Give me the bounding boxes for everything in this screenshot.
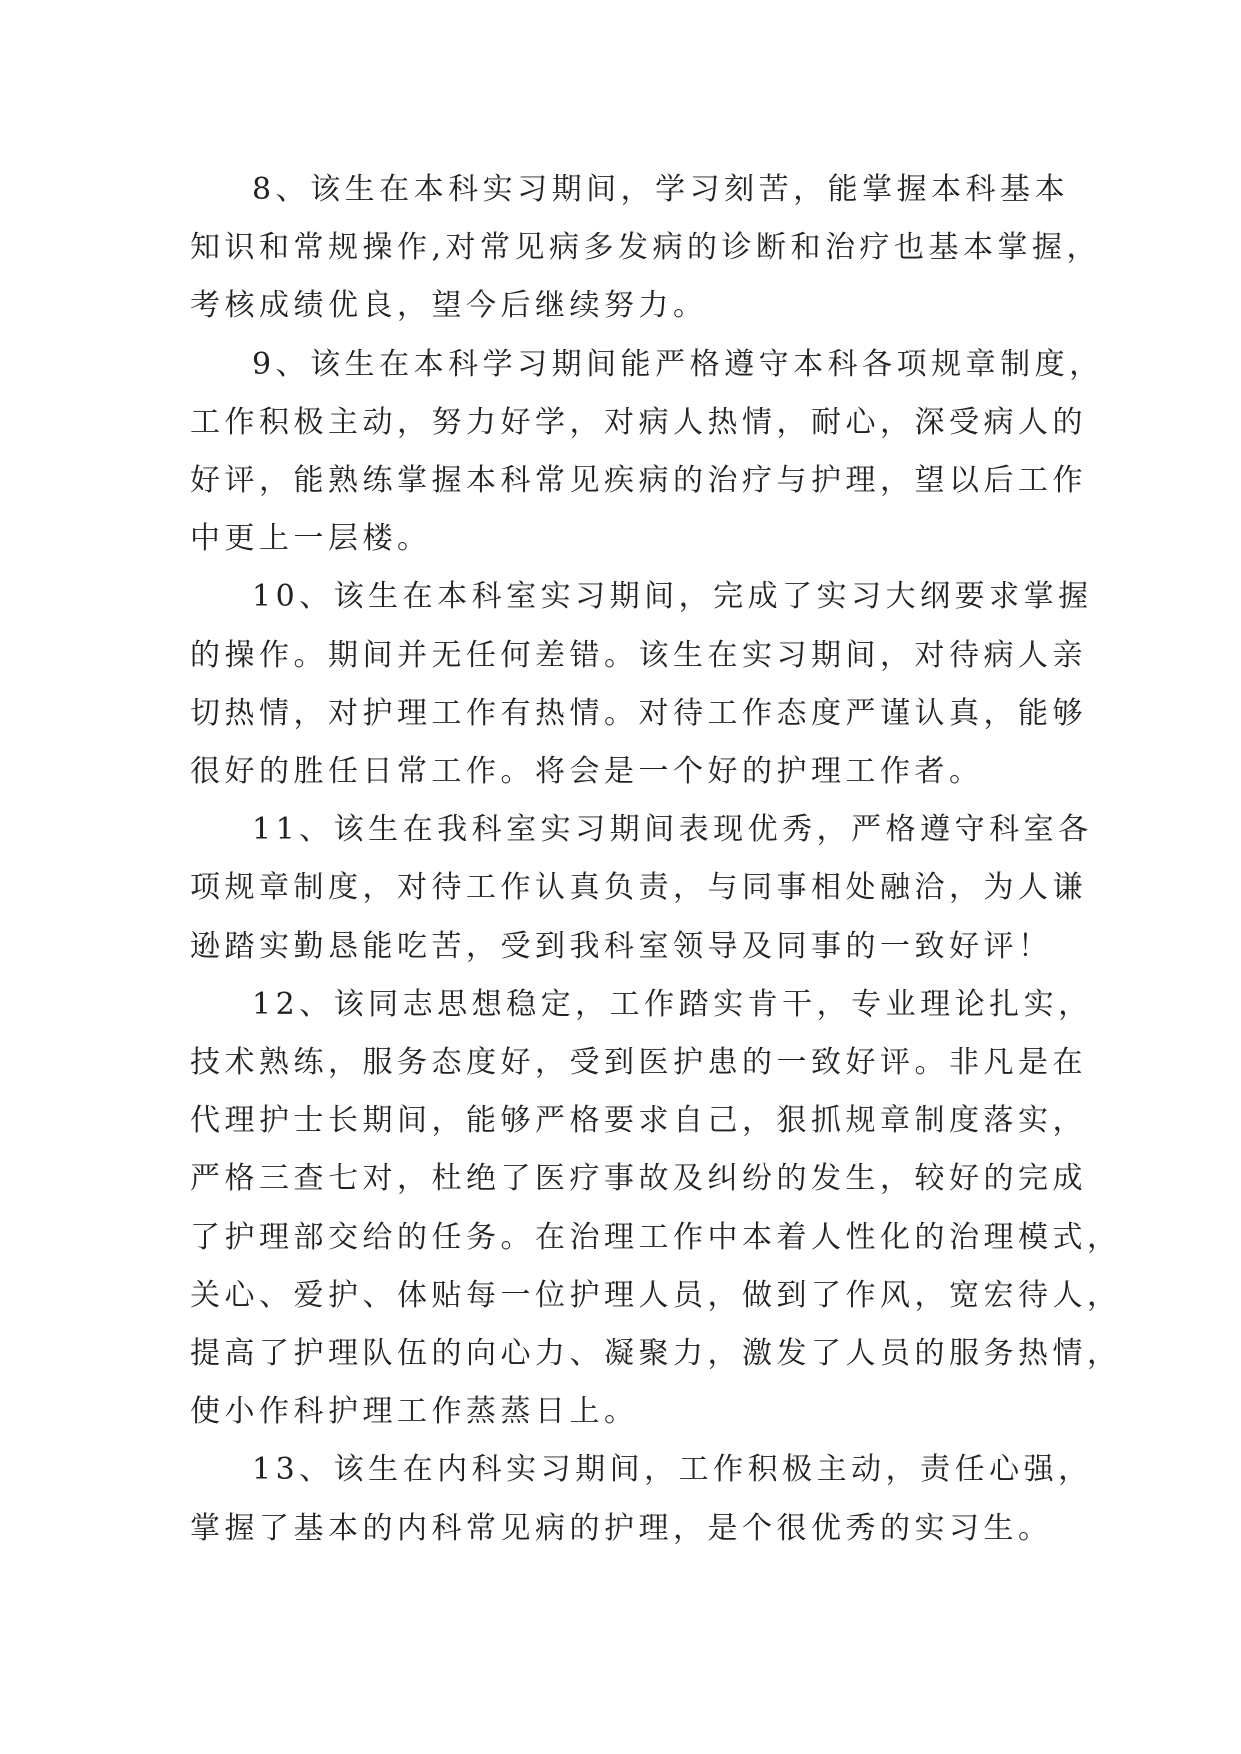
paragraph-line: 中更上一层楼。 (190, 521, 432, 557)
paragraph-9 (190, 336, 1104, 569)
paragraph-line: 11、该生在我科室实习期间表现优秀，严格遵守科室各 (252, 812, 1093, 848)
paragraph-line: 13、该生在内科实习期间，工作积极主动，责任心强， (252, 1452, 1093, 1488)
paragraph-line: 技术熟练，服务态度好，受到医护患的一致好评。非凡是在 (190, 1045, 1087, 1081)
paragraph-line: 的操作。期间并无任何差错。该生在实习期间，对待病人亲 (190, 637, 1087, 673)
document-body (190, 161, 1122, 1558)
paragraph-line: 逊踏实勤恳能吃苦，受到我科室领导及同事的一致好评！ (190, 928, 1053, 964)
paragraph-8 (190, 161, 1102, 336)
paragraph-line: 很好的胜任日常工作。将会是一个好的护理工作者。 (190, 754, 984, 790)
paragraph-line: 好评，能熟练掌握本科常见疾病的治疗与护理，望以后工作 (190, 463, 1087, 499)
paragraph-line: 知识和常规操作,对常见病多发病的诊断和治疗也基本掌握， (190, 230, 1102, 266)
paragraph-line: 关心、爱护、体贴每一位护理人员，做到了作风，宽宏待人， (190, 1277, 1122, 1313)
paragraph-line: 严格三查七对，杜绝了医疗事故及纠纷的发生，较好的完成 (190, 1161, 1087, 1197)
paragraph-line: 8、该生在本科实习期间，学习刻苦，能掌握本科基本 (252, 172, 1070, 207)
paragraph-line: 项规章制度，对待工作认真负责，与同事相处融洽，为人谦 (190, 870, 1087, 906)
paragraph-line: 12、该同志思想稳定，工作踏实肯干，专业理论扎实， (252, 986, 1093, 1022)
paragraph-line: 使小作科护理工作蒸蒸日上。 (190, 1394, 639, 1430)
paragraph-line: 代理护士长期间，能够严格要求自己，狠抓规章制度落实， (190, 1103, 1087, 1139)
paragraph-line: 了护理部交给的任务。在治理工作中本着人性化的治理模式， (190, 1219, 1122, 1255)
paragraph-line: 切热情，对护理工作有热情。对待工作态度严谨认真，能够 (190, 695, 1087, 731)
paragraph-line: 10、该生在本科室实习期间，完成了实习大纲要求掌握 (252, 579, 1093, 615)
paragraph-line: 掌握了基本的内科常见病的护理，是个很优秀的实习生。 (190, 1510, 1053, 1546)
paragraph-11 (190, 801, 1093, 976)
paragraph-10 (190, 568, 1093, 801)
paragraph-line: 考核成绩优良，望今后继续努力。 (190, 288, 708, 324)
paragraph-line: 提高了护理队伍的向心力、凝聚力，激发了人员的服务热情， (190, 1336, 1122, 1372)
paragraph-line: 工作积极主动，努力好学，对病人热情，耐心，深受病人的 (190, 404, 1087, 440)
paragraph-13 (190, 1441, 1093, 1557)
paragraph-12 (190, 976, 1122, 1442)
paragraph-line: 9、该生在本科学习期间能严格遵守本科各项规章制度， (252, 346, 1104, 382)
